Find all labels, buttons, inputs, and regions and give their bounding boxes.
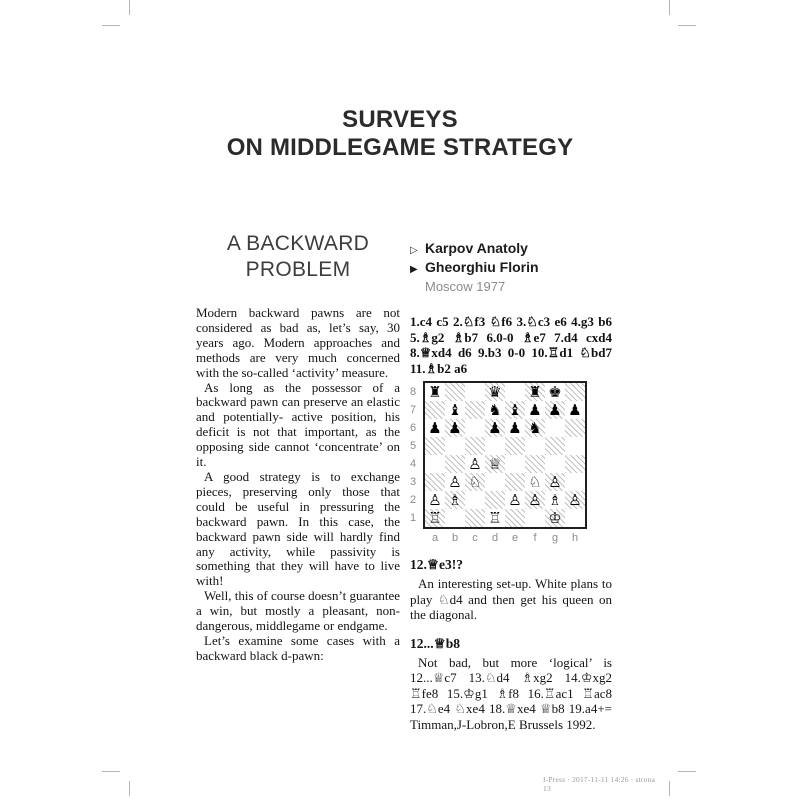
white-player-row	[410, 240, 612, 259]
board-square	[465, 509, 485, 527]
crop-mark	[678, 771, 696, 772]
board-square	[445, 383, 465, 401]
board-square	[505, 437, 525, 455]
section-heading-line2: PROBLEM	[245, 258, 351, 281]
piece-wn: ♘	[465, 473, 485, 491]
file-label: d	[491, 532, 499, 544]
white-side-icon: ▷	[410, 245, 418, 256]
crop-mark	[669, 0, 670, 15]
rank-label: 4	[410, 458, 417, 470]
annotation-block	[410, 557, 612, 623]
game-event: Moscow 1977	[425, 279, 506, 294]
rank-label: 5	[410, 440, 417, 452]
paragraph: Let’s examine some cases with a backward black d-pawn:	[196, 632, 400, 663]
chapter-title	[0, 106, 800, 162]
crop-mark	[129, 0, 130, 15]
piece-bn: ♞	[488, 400, 502, 419]
board-square	[505, 455, 525, 473]
piece-wr: ♖	[425, 509, 445, 527]
piece-bp: ♟	[508, 418, 522, 437]
piece-bp: ♟	[428, 418, 442, 437]
board-square	[445, 455, 465, 473]
move-comment: Not bad, but more ‘logical’ is 12...♕c7 13.♘d4 ♗xg2 14.♔xg2 ♖fe8 15.♔g1 ♗f8 16.♖ac1 ♖ac8 17.♘e4 ♘xe4 18.♕xe4 ♕b8 19.a4+= Timman,J-Lobron,E Brussels 1992.	[410, 654, 612, 732]
piece-bn: ♞	[525, 419, 545, 437]
file-label: a	[431, 532, 439, 544]
section-heading-line1: A BACKWARD	[226, 232, 370, 255]
section-heading	[196, 231, 400, 283]
white-player-name: Karpov Anatoly	[425, 240, 528, 256]
file-labels	[423, 532, 587, 544]
piece-bp: ♟	[545, 401, 565, 419]
chess-board	[423, 381, 587, 529]
piece-br: ♜	[428, 382, 442, 401]
file-label: b	[451, 532, 459, 544]
black-player-name: Gheorghiu Florin	[425, 259, 539, 275]
piece-wn: ♘	[528, 472, 542, 491]
piece-bq: ♛	[485, 383, 505, 401]
board-square	[505, 473, 525, 491]
paragraph: Modern backward pawns are not considered as bad as, let’s say, 30 years ago. Modern approaches and methods are very much concerned with the so-called ‘activity’ measure.	[196, 305, 400, 380]
rank-label: 6	[410, 422, 417, 434]
black-side-icon: ▶	[410, 264, 418, 275]
board-square	[465, 419, 485, 437]
rank-label: 1	[410, 512, 417, 524]
piece-wp: ♙	[525, 491, 545, 509]
board-square	[565, 455, 585, 473]
piece-wp: ♙	[448, 472, 462, 491]
file-label: c	[472, 532, 478, 544]
piece-bb: ♝	[448, 400, 462, 419]
board-square	[425, 401, 445, 419]
board-square	[565, 383, 585, 401]
move-comment: An interesting set-up. White plans to play ♘d4 and then get his queen on the diagonal.	[410, 576, 612, 622]
board-square	[525, 509, 545, 527]
piece-wp: ♙	[428, 490, 442, 509]
board-square	[445, 437, 465, 455]
piece-bp: ♟	[528, 400, 542, 419]
piece-bk: ♚	[548, 382, 562, 401]
file-label: e	[511, 532, 519, 544]
paragraph: A good strategy is to exchange pieces, preserving only those that could be useful in pressuring the backward pawn. In this case, the backward pawn side will hardly find any activity, while passivity is something that they will have to live with!	[196, 468, 400, 589]
crop-mark	[102, 25, 120, 26]
board-square	[505, 383, 525, 401]
board-square	[465, 401, 485, 419]
piece-wb: ♗	[445, 491, 465, 509]
board-square	[505, 509, 525, 527]
piece-wp: ♙	[565, 491, 585, 509]
board-square	[545, 437, 565, 455]
rank-label: 7	[410, 404, 417, 416]
move-heading: 12...♕b8	[410, 635, 460, 651]
crop-mark	[102, 771, 120, 772]
piece-wp: ♙	[545, 473, 565, 491]
rank-labels	[410, 381, 423, 529]
annotation-block	[410, 636, 612, 733]
board-square	[465, 383, 485, 401]
piece-wp: ♙	[468, 454, 482, 473]
piece-wp: ♙	[508, 490, 522, 509]
crop-mark	[129, 781, 130, 796]
board-square	[545, 455, 565, 473]
board-square	[565, 509, 585, 527]
black-player-row	[410, 259, 612, 278]
piece-br: ♜	[525, 383, 545, 401]
chapter-title-line2: ON MIDDLEGAME STRATEGY	[226, 134, 574, 161]
intro-text	[196, 306, 400, 664]
board-square	[465, 491, 485, 509]
board-square	[445, 509, 465, 527]
crop-mark	[669, 781, 670, 796]
piece-wq: ♕	[485, 455, 505, 473]
move-heading: 12.♕e3!?	[410, 557, 463, 572]
board-square	[525, 437, 545, 455]
board-square	[425, 455, 445, 473]
board-square	[485, 491, 505, 509]
file-label: f	[533, 532, 537, 544]
rank-label: 8	[410, 386, 417, 398]
board-square	[425, 437, 445, 455]
board-square	[485, 437, 505, 455]
board-square	[545, 419, 565, 437]
piece-wb: ♗	[548, 490, 562, 509]
file-label: g	[551, 532, 559, 544]
piece-wr: ♖	[488, 508, 502, 527]
chapter-title-line1: SURVEYS	[342, 106, 458, 133]
rank-label: 3	[410, 476, 417, 488]
board-square	[565, 473, 585, 491]
piece-bb: ♝	[505, 401, 525, 419]
paragraph: As long as the possessor of a backward pawn can preserve an elastic and potentially- active position, his deficit is not that important, as the opposing side cannot ‘concentrate’ on it.	[196, 379, 400, 470]
left-column	[196, 231, 400, 664]
file-label: h	[571, 532, 579, 544]
piece-bp: ♟	[445, 419, 465, 437]
board-square	[525, 455, 545, 473]
board-square	[485, 473, 505, 491]
piece-bp: ♟	[485, 419, 505, 437]
chess-diagram	[410, 381, 612, 544]
print-footer: I-Press · 2017-11-11 14:26 · strona 13	[543, 775, 656, 793]
crop-mark	[678, 25, 696, 26]
game-header	[410, 240, 612, 295]
right-column	[410, 240, 612, 732]
opening-moves: 1.c4 c5 2.♘f3 ♘f6 3.♘c3 e6 4.g3 b6 5.♗g2 ♗b7 6.0-0 ♗e7 7.d4 cxd4 8.♕xd4 d6 9.b3 0-0 10.♖d1 ♘bd7 11.♗b2 a6	[410, 314, 612, 376]
rank-label: 2	[410, 494, 417, 506]
piece-bp: ♟	[568, 400, 582, 419]
board-square	[425, 473, 445, 491]
board-square	[565, 437, 585, 455]
piece-wk: ♔	[545, 509, 565, 527]
board-square	[465, 437, 485, 455]
paragraph: Well, this of course doesn’t guarantee a win, but mostly a pleasant, non-dangerous, middlegame or endgame.	[196, 588, 400, 634]
board-square	[565, 419, 585, 437]
